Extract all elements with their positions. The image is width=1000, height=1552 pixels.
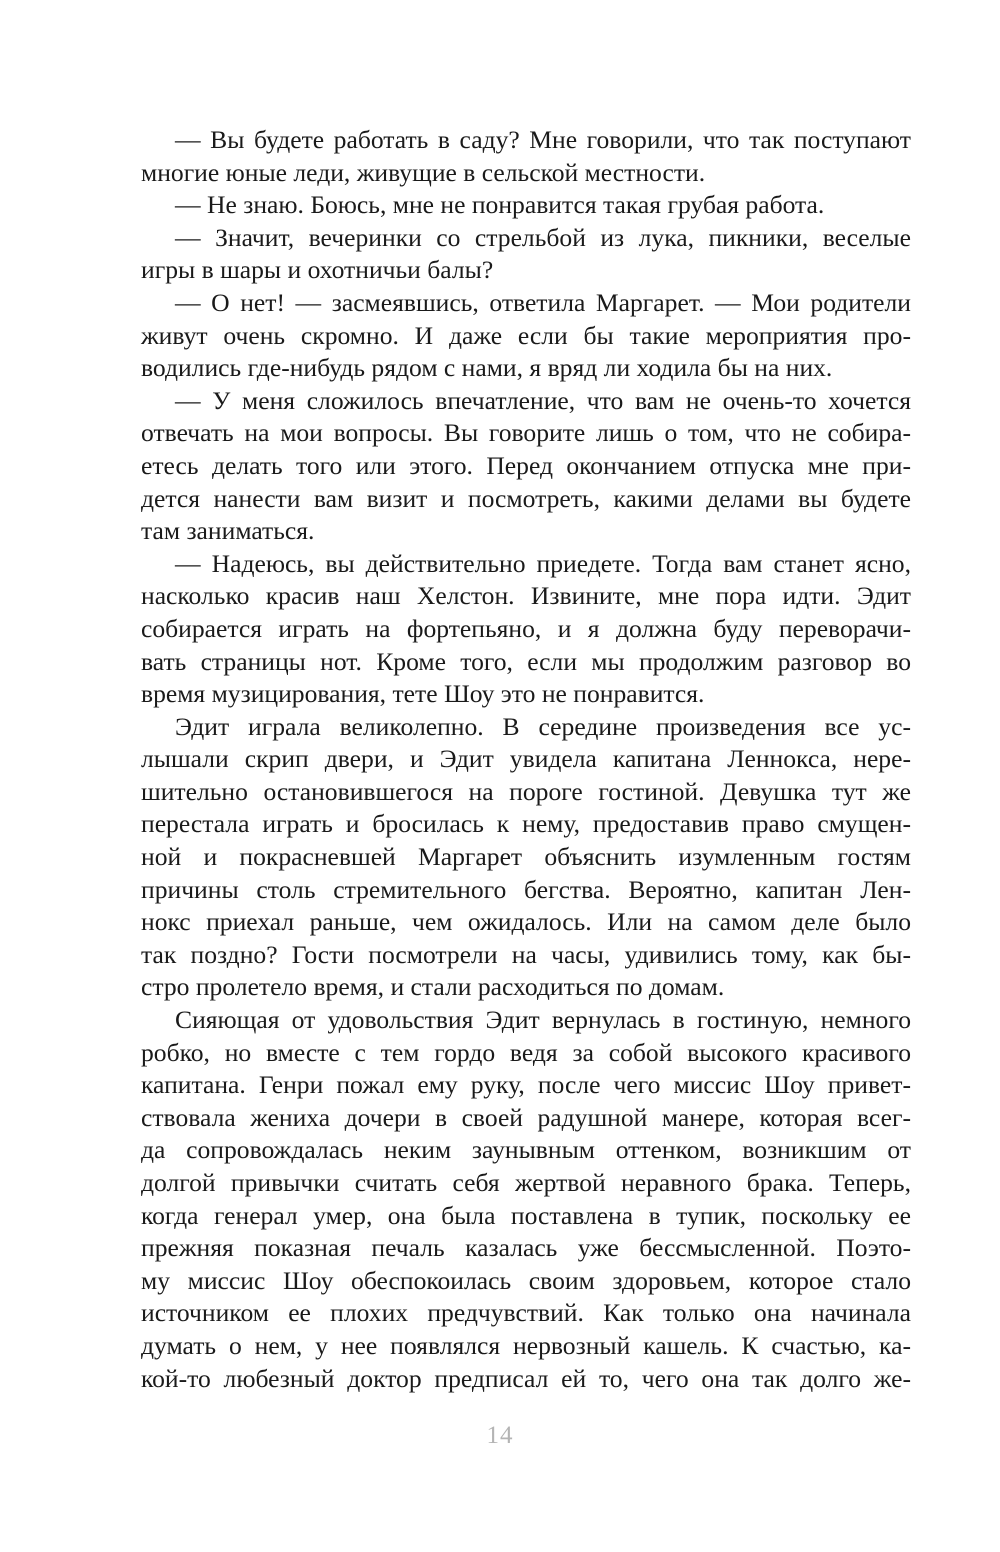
text-line: — Не знаю. Боюсь, мне не понравится такая грубая работа. (175, 190, 825, 220)
text-line: дется нанести вам визит и посмотреть, какими делами вы будете (141, 483, 911, 513)
text-line: стро пролетело время, и стали расходиться по домам. (141, 972, 725, 1002)
text-line: етесь делать того или этого. Перед окончанием отпуска мне при- (141, 450, 911, 480)
text-line: живут очень скромно. И даже если бы такие мероприятия про- (141, 320, 911, 350)
text-line: — У меня сложилось впечатление, что вам не очень-то хочется (175, 385, 911, 415)
text-line: кой-то любезный доктор предписал ей то, чего она так долго же- (141, 1363, 911, 1393)
text-line: лышали скрип двери, и Эдит увидела капитана Леннокса, нере- (141, 744, 911, 774)
text-line: долгой привычки считать себя жертвой неравного брака. Теперь, (141, 1168, 911, 1197)
text-line: отвечать на мои вопросы. Вы говорите лишь о том, что не собира- (141, 418, 911, 448)
text-line: причины столь стремительного бегства. Вероятно, капитан Лен- (141, 874, 911, 904)
text-line: ствовала жениха дочери в своей радушной манере, которая всег- (141, 1102, 911, 1132)
page-number: 14 (486, 1422, 514, 1449)
text-line: перестала играть и бросилась к нему, предоставив право смущен- (141, 809, 911, 839)
text-line: водились где-нибудь рядом с нами, я вряд ли ходила бы на них. (141, 353, 833, 383)
text-line: нокс приехал раньше, чем ожидалось. Или на самом деле было (141, 907, 911, 937)
text-line: время музицирования, тете Шоу это не понравится. (141, 679, 705, 709)
text-line: му миссис Шоу обеспокоилась своим здоровьем, которое стало (141, 1265, 911, 1295)
text-line: многие юные леди, живущие в сельской местности. (141, 157, 706, 187)
text-line: так поздно? Гости посмотрели на часы, удивились тому, как бы- (141, 939, 911, 969)
text-line: шительно остановившегося на пороге гостиной. Девушка тут же (141, 776, 911, 806)
body-text (141, 124, 911, 1395)
text-line: Эдит играла великолепно. В середине произведения все ус- (175, 711, 911, 741)
text-line: — О нет! — засмеявшись, ответила Маргарет. — Мои родители (175, 287, 911, 317)
text-line: Сияющая от удовольствия Эдит вернулась в гостиную, немного (175, 1005, 911, 1035)
text-line: робко, но вместе с тем гордо ведя за собой высокого красивого (141, 1037, 911, 1067)
text-line: собирается играть на фортепьяно, и я должна буду переворачи- (141, 613, 911, 643)
text-line: — Значит, вечеринки со стрельбой из лука, пикники, веселые (175, 222, 911, 252)
text-line: прежняя показная печаль казалась уже бессмысленной. Поэто- (141, 1233, 911, 1263)
text-line: источником ее плохих предчувствий. Как только она начинала (141, 1298, 911, 1328)
text-line: игры в шары и охотничьи балы? (141, 255, 494, 285)
text-line: — Надеюсь, вы действительно приедете. Тогда вам станет ясно, (175, 548, 911, 578)
text-line: вать страницы нот. Кроме того, если мы продолжим разговор во (141, 646, 911, 676)
text-line: насколько красив наш Хелстон. Извините, мне пора идти. Эдит (141, 581, 911, 611)
text-line: капитана. Генри пожал ему руку, после чего миссис Шоу привет- (141, 1070, 911, 1100)
text-line: да сопровождалась неким заунывным оттенком, возникшим от (141, 1135, 911, 1165)
text-line: там заниматься. (141, 516, 315, 546)
text-line: — Вы будете работать в саду? Мне говорили, что так поступают (175, 125, 911, 154)
text-line: ной и покрасневшей Маргарет объяснить изумленным гостям (141, 842, 911, 872)
text-line: когда генерал умер, она была поставлена в тупик, поскольку ее (141, 1200, 911, 1230)
text-line: думать о нем, у нее появлялся нервозный кашель. К счастью, ка- (141, 1330, 911, 1360)
